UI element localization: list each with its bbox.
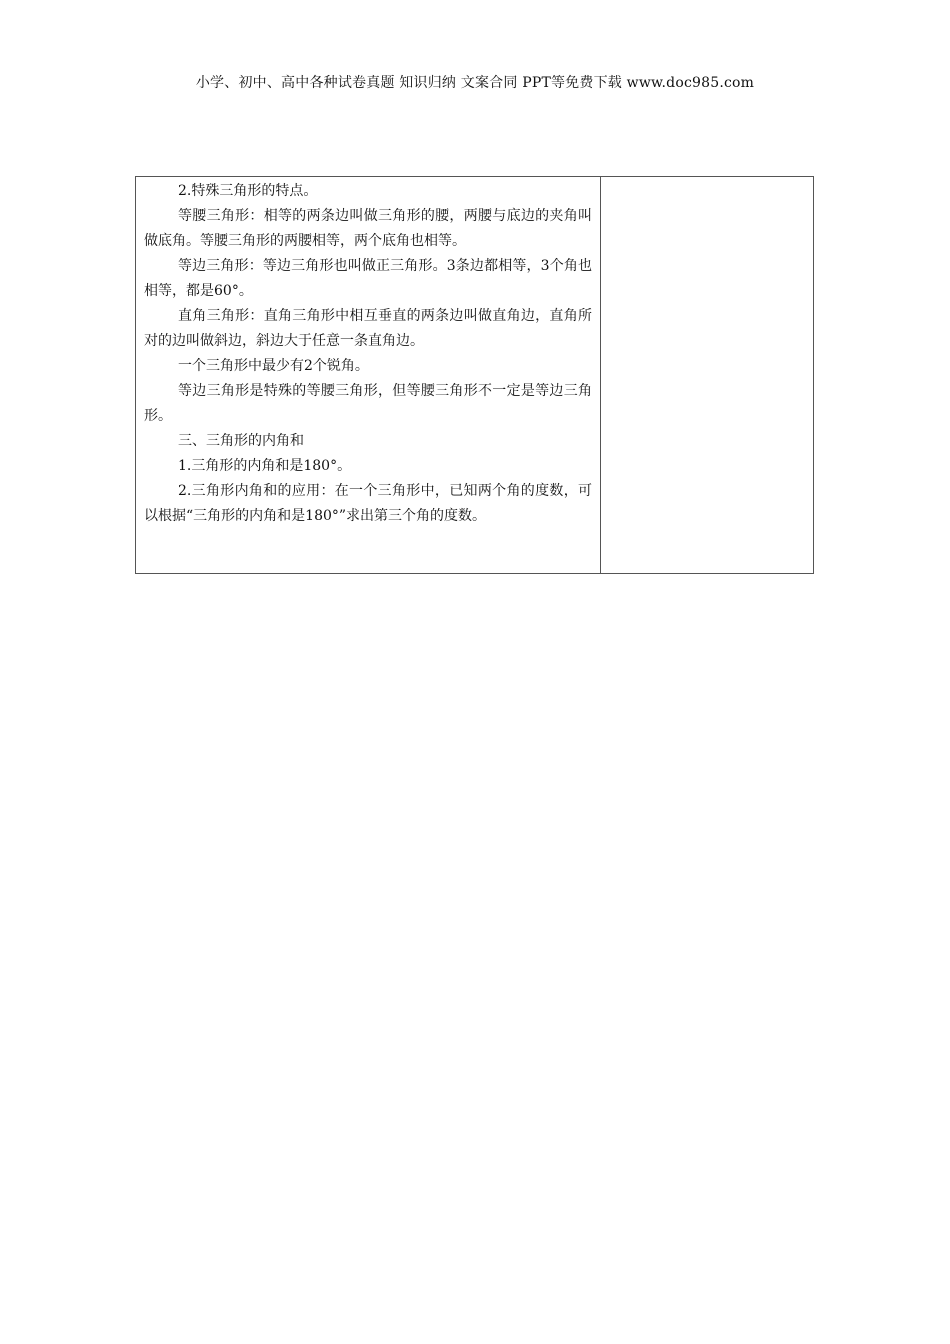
paragraph-equilateral-isosceles-relation: 等边三角形是特殊的等腰三角形，但等腰三角形不一定是等边三角形。 (144, 383, 592, 424)
page-header: 小学、初中、高中各种试卷真题 知识归纳 文案合同 PPT等免费下载 www.doc985.com (195, 75, 755, 91)
notes-cell (601, 177, 813, 573)
content-cell (136, 177, 601, 573)
paragraph-angle-sum-application: 2.三角形内角和的应用：在一个三角形中，已知两个角的度数，可以根据“三角形的内角和是180°”求出第三个角的度数。 (144, 483, 592, 524)
content-table (135, 176, 814, 574)
paragraph-equilateral-triangle: 等边三角形：等边三角形也叫做正三角形。3条边都相等，3个角也相等，都是60°。 (144, 258, 592, 299)
paragraph-acute-angles: 一个三角形中最少有2个锐角。 (178, 358, 369, 374)
paragraph-isosceles-triangle: 等腰三角形：相等的两条边叫做三角形的腰，两腰与底边的夹角叫做底角。等腰三角形的两腰相等，两个底角也相等。 (144, 208, 592, 249)
paragraph-interior-angles-heading: 三、三角形的内角和 (178, 433, 304, 449)
paragraph-angle-sum: 1.三角形的内角和是180°。 (178, 458, 352, 474)
paragraph-right-triangle: 直角三角形：直角三角形中相互垂直的两条边叫做直角边，直角所对的边叫做斜边，斜边大于任意一条直角边。 (144, 308, 592, 349)
paragraph-special-triangles-heading: 2.特殊三角形的特点。 (178, 183, 318, 199)
